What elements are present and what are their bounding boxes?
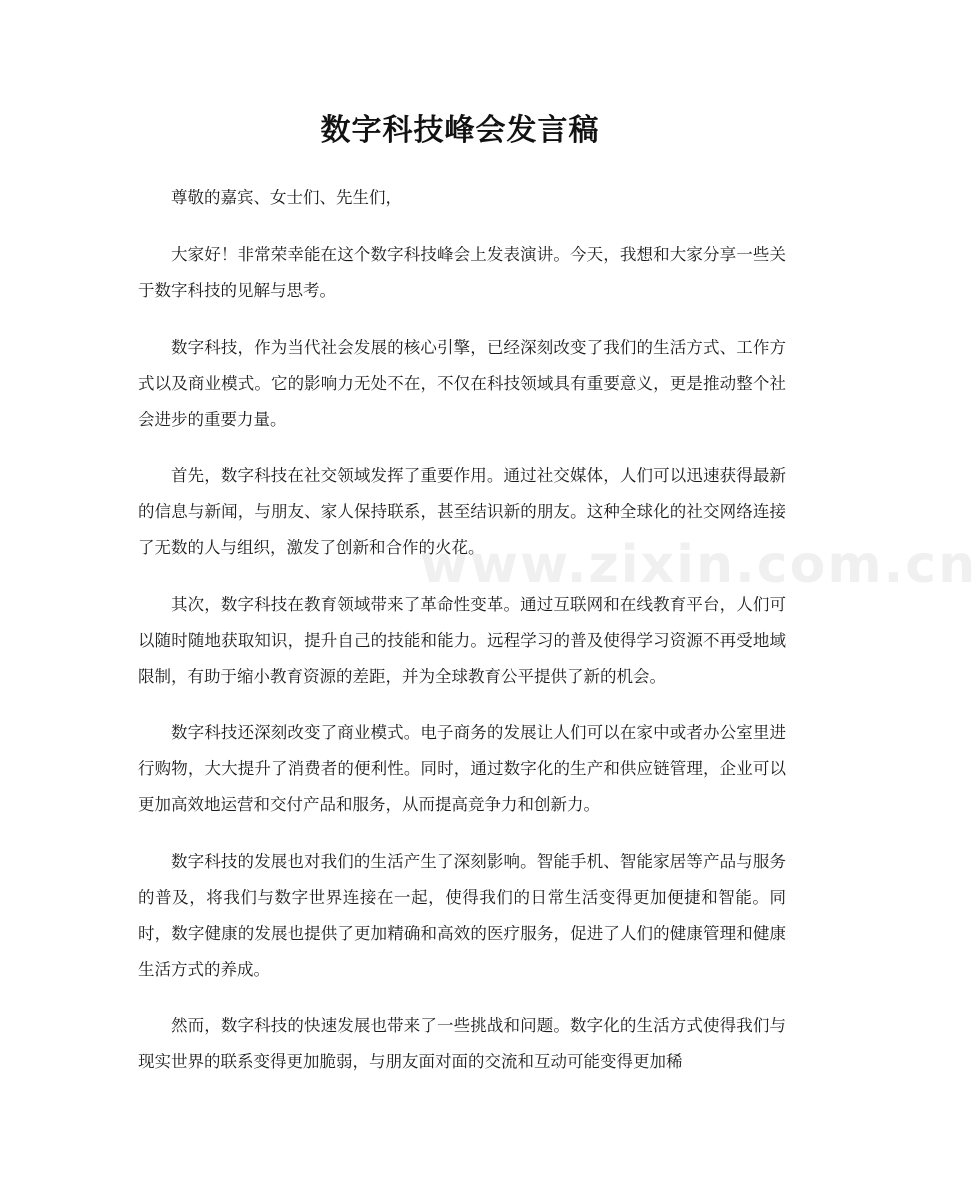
paragraph-business: 数字科技还深刻改变了商业模式。电子商务的发展让人们可以在家中或者办公室里进行购物，大大提升了消费者的便利性。同时，通过数字化的生产和供应链管理，企业可以更加高效地运营和交付产品和服务，从而提高竞争力和创新力。 (138, 723, 786, 814)
paragraph-challenges: 然而，数字科技的快速发展也带来了一些挑战和问题。数字化的生活方式使得我们与现实世界的联系变得更加脆弱，与朋友面对面的交流和互动可能变得更加稀 (138, 1016, 786, 1071)
paragraph-greeting: 大家好！非常荣幸能在这个数字科技峰会上发表演讲。今天，我想和大家分享一些关于数字科技的见解与思考。 (138, 245, 786, 300)
paragraph-social: 首先，数字科技在社交领域发挥了重要作用。通过社交媒体，人们可以迅速获得最新的信息与新闻，与朋友、家人保持联系，甚至结识新的朋友。这种全球化的社交网络连接了无数的人与组织，激发了创新和合作的火花。 (138, 466, 786, 557)
paragraph-intro: 数字科技，作为当代社会发展的核心引擎，已经深刻改变了我们的生活方式、工作方式以及商业模式。它的影响力无处不在，不仅在科技领域具有重要意义，更是推动整个社会进步的重要力量。 (138, 337, 786, 429)
document-title: 数字科技峰会发言稿 (320, 113, 600, 148)
paragraph-education: 其次，数字科技在教育领域带来了革命性变革。通过互联网和在线教育平台，人们可以随时随地获取知识，提升自己的技能和能力。远程学习的普及使得学习资源不再受地域限制，有助于缩小教育资源的差距，并为全球教育公平提供了新的机会。 (138, 594, 786, 686)
paragraph-salutation: 尊敬的嘉宾、女士们、先生们， (171, 188, 402, 207)
paragraph-life: 数字科技的发展也对我们的生活产生了深刻影响。智能手机、智能家居等产品与服务的普及，将我们与数字世界连接在一起，使得我们的日常生活变得更加便捷和智能。同时，数字健康的发展也提供了更加精确和高效的医疗服务，促进了人们的健康管理和健康生活方式的养成。 (138, 851, 786, 979)
watermark: www.zixin.com.cn (420, 535, 977, 595)
document-body (138, 180, 786, 1101)
